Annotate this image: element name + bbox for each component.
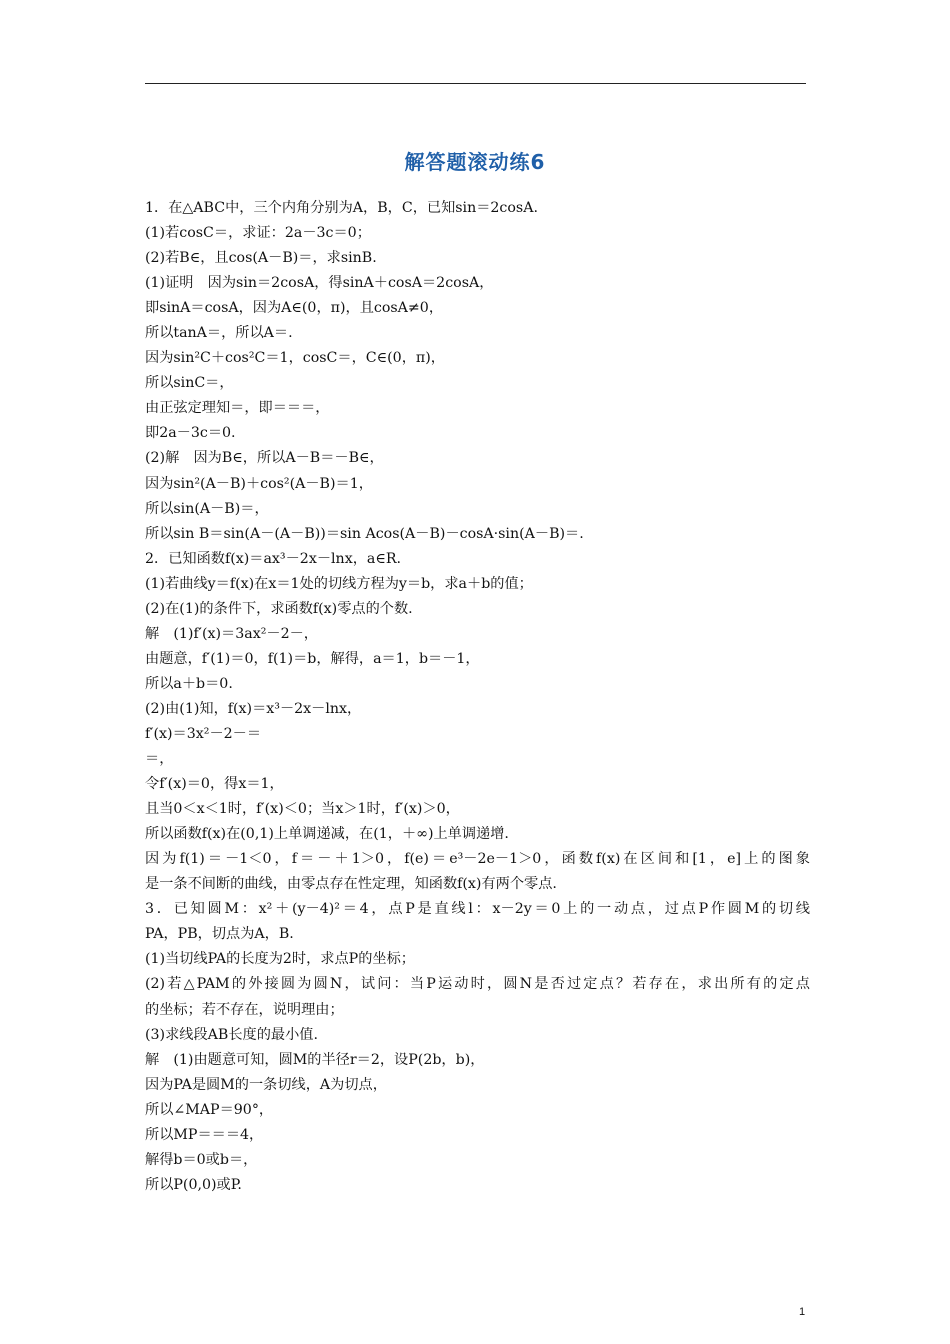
text-line: 所以sin(A－B)＝， (145, 500, 269, 517)
text-line: 所以P(0,0)或P. (145, 1176, 242, 1193)
text-line: ＝， (145, 751, 174, 768)
text-line: (3)求线段AB长度的最小值. (145, 1026, 318, 1043)
text-line: (1)证明 因为sin＝2cosA，得sinA＋cosA＝2cosA， (145, 275, 494, 292)
text-line: PA，PB，切点为A，B. (145, 926, 294, 943)
text-line: 所以a＋b＝0. (145, 675, 233, 692)
text-line: 因为f(1)＝－1＜0，f＝－＋1＞0，f(e)＝e³－2e－1＞0，函数f(x)在区间和[1，e]上的图象 (145, 851, 810, 868)
page-number: 1 (799, 1306, 806, 1318)
text-line: 所以sinC＝， (145, 375, 234, 392)
text-line: 解得b＝0或b＝， (145, 1151, 258, 1168)
text-line: (2)在(1)的条件下，求函数f(x)零点的个数. (145, 600, 413, 617)
text-line: 由题意，f′(1)＝0，f(1)＝b，解得，a＝1，b＝－1， (145, 650, 480, 667)
text-line: 所以tanA＝，所以A＝. (145, 325, 293, 342)
text-line: 即sinA＝cosA，因为A∈(0，π)，且cosA≠0， (145, 300, 444, 317)
text-line: (2)解 因为B∈，所以A－B＝－B∈， (145, 450, 384, 467)
text-line: 所以函数f(x)在(0,1)上单调递减，在(1，＋∞)上单调递增. (145, 826, 509, 843)
text-line: 所以MP＝＝＝4， (145, 1126, 264, 1143)
text-line: 且当0＜x＜1时，f′(x)＜0；当x＞1时，f′(x)＞0， (145, 801, 460, 818)
text-line: 因为PA是圆M的一条切线，A为切点， (145, 1076, 387, 1093)
text-line: 即2a－3c＝0. (145, 425, 236, 442)
text-line: f′(x)＝3x²－2－＝ (145, 725, 262, 742)
text-line: (1)若cosC＝，求证：2a－3c＝0； (145, 225, 371, 242)
text-line: 的坐标；若不存在，说明理由； (145, 1001, 344, 1018)
text-line: (1)若曲线y＝f(x)在x＝1处的切线方程为y＝b，求a＋b的值； (145, 575, 533, 592)
text-line: 3．已知圆M：x²＋(y－4)²＝4，点P是直线l：x－2y＝0上的一动点，过点P作圆M的切线 (145, 901, 810, 918)
text-line: 解 (1)f′(x)＝3ax²－2－， (145, 625, 318, 642)
text-line: 1．在△ABC中，三个内角分别为A，B，C，已知sin＝2cosA. (145, 200, 538, 216)
text-line: 由正弦定理知＝，即＝＝＝， (145, 400, 330, 417)
page-title: 解答题滚动练6 (404, 150, 546, 174)
text-line: (2)若△PAM的外接圆为圆N，试问：当P运动时，圆N是否过定点？若存在，求出所有的定点 (145, 976, 810, 993)
text-line: (2)由(1)知，f(x)＝x³－2x－lnx， (145, 700, 362, 717)
text-line: (2)若B∈，且cos(A－B)＝，求sinB. (145, 250, 377, 267)
text-line: (1)当切线PA的长度为2时，求点P的坐标； (145, 951, 415, 968)
text-line: 因为sin²C＋cos²C＝1，cosC＝，C∈(0，π)， (145, 350, 445, 367)
text-line: 所以∠MAP＝90°， (145, 1101, 274, 1118)
text-line: 所以sin B＝sin(A－(A－B))＝sin Acos(A－B)－cosA·sin(A－B)＝. (145, 525, 584, 542)
text-line: 令f′(x)＝0，得x＝1， (145, 776, 284, 793)
header-rule (145, 83, 806, 84)
text-line: 是一条不间断的曲线，由零点存在性定理，知函数f(x)有两个零点. (145, 876, 557, 893)
text-line: 2．已知函数f(x)＝ax³－2x－lnx，a∈R. (145, 550, 402, 567)
document-body (145, 196, 810, 1198)
text-line: 解 (1)由题意可知，圆M的半径r＝2，设P(2b，b)， (145, 1051, 485, 1068)
text-line: 因为sin²(A－B)＋cos²(A－B)＝1， (145, 475, 373, 492)
